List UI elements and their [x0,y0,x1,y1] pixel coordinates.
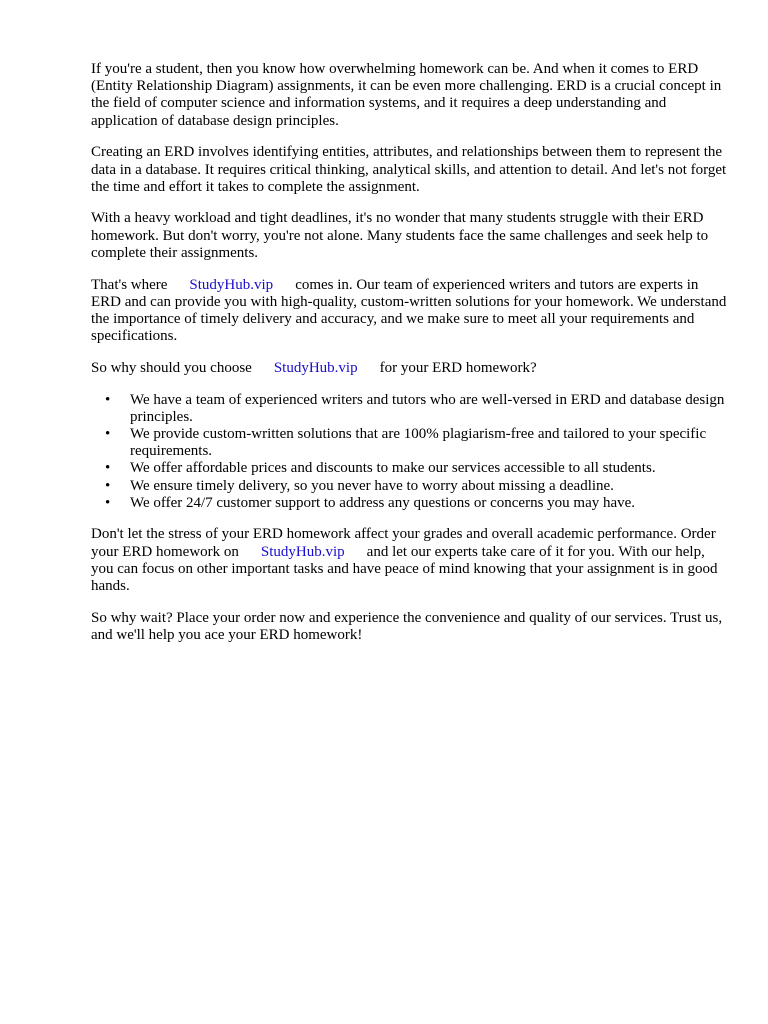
list-item [105,392,731,426]
studyhub-link-3[interactable]: StudyHub.vip [260,543,345,560]
why-choose-lead: So why should you choose [91,359,252,376]
service-paragraph-body: comes in. Our team of experienced writers and tutors are experts in ERD and can provide you with high-quality, custom-written solutions for your homework. We understand the importance of timely delivery and accuracy, and we make sure to meet all your requirements and specifications. [91,276,727,345]
list-item-text: We ensure timely delivery, so you never have to worry about missing a deadline. [130,477,614,494]
list-item [105,495,731,512]
bullet-icon [105,392,130,409]
list-item-text: We have a team of experienced writers and tutors who are well-versed in ERD and database design principles. [130,391,725,425]
list-item [105,478,731,495]
bullet-icon [105,426,130,443]
struggle-paragraph: With a heavy workload and tight deadlines, it's no wonder that many students struggle with their ERD homework. But don't worry, you're not alone. Many students face the same challenges and seek help to complete their assignments. [91,210,709,261]
closing-paragraph: So why wait? Place your order now and experience the convenience and quality of our services. Trust us, and we'll help you ace your ERD homework! [91,609,723,643]
list-item-text: We offer affordable prices and discounts to make our services accessible to all students. [130,460,656,477]
bullet-icon [105,460,130,477]
order-paragraph-body: and let our experts take care of it for you. With our help, you can focus on other important tasks and have peace of mind knowing that your assignment is in good hands. [91,543,718,595]
studyhub-link-1[interactable]: StudyHub.vip [189,276,274,293]
studyhub-link-2[interactable]: StudyHub.vip [273,359,358,376]
why-choose-paragraph [91,360,731,377]
why-choose-tail: for your ERD homework? [379,359,537,376]
list-item [105,426,731,460]
order-paragraph [91,526,731,595]
list-item [105,460,731,477]
intro-paragraph: If you're a student, then you know how overwhelming homework can be. And when it comes to ERD (Entity Relationship Diagram) assignments, it can be even more challenging. ERD is a crucial concept in the field of computer science and information systems, and it requires a deep understanding and application of database design principles. [91,61,722,129]
bullet-icon [105,478,130,495]
bullet-icon [105,495,130,512]
benefits-list [91,392,731,512]
list-item-text: We offer 24/7 customer support to address any questions or concerns you may have. [130,494,636,511]
order-paragraph-lead: Don't let the stress of your ERD homework affect your grades and overall academic performance. Order your ERD homework on [91,526,716,560]
list-item-text: We provide custom-written solutions that are 100% plagiarism-free and tailored to your specific requirements. [130,425,707,460]
service-paragraph [91,277,731,346]
document-page [91,61,731,659]
service-paragraph-lead: That's where [91,276,168,293]
erd-description-paragraph: Creating an ERD involves identifying entities, attributes, and relationships between them to represent the data in a database. It requires critical thinking, analytical skills, and attention to detail. And let's not forget the time and effort it takes to complete the assignment. [91,144,727,195]
